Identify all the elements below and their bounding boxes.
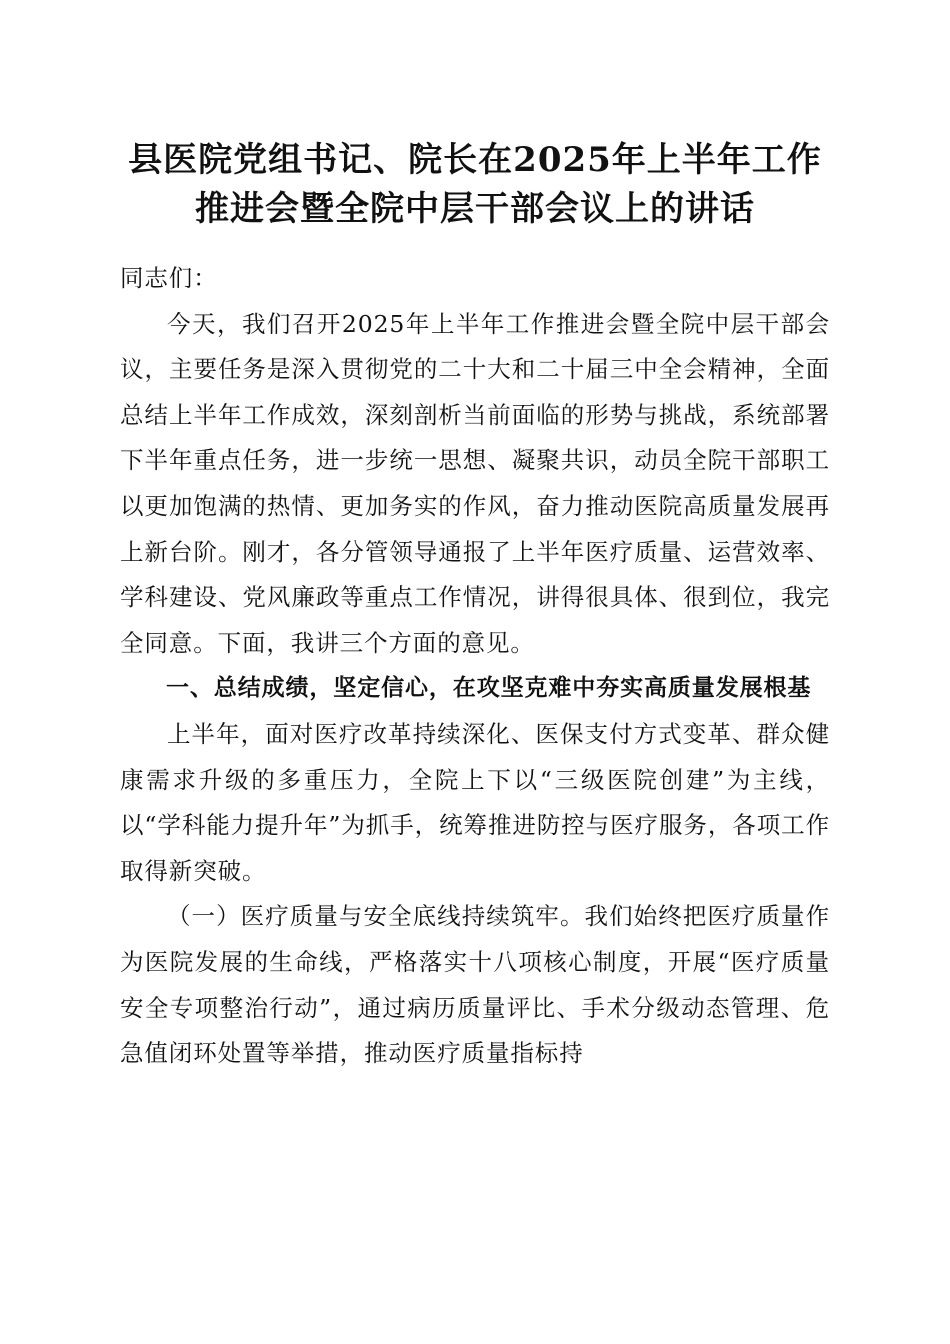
document-body <box>120 256 830 1077</box>
paragraph-summary: 上半年，面对医疗改革持续深化、医保支付方式变革、群众健康需求升级的多重压力，全院上下以“三级医院创建”为主线，以“学科能力提升年”为抓手，统筹推进防控与医疗服务，各项工作取得新突破。 <box>120 719 830 885</box>
subsection-1-text: 我们始终把医疗质量作为医院发展的生命线，严格落实十八项核心制度，开展“医疗质量安全专项整治行动”，通过病历质量评比、手术分级动态管理、危急值闭环处置等举措，推动医疗质量指标持 <box>120 902 830 1068</box>
salutation: 同志们： <box>120 264 218 292</box>
document-title-line-2: 推进会暨全院中层干部会议上的讲话 <box>195 189 755 229</box>
section-heading-1: 一、总结成绩，坚定信心，在攻坚克难中夯实高质量发展根基 <box>166 675 812 702</box>
document-title-line-1: 县医院党组书记、院长在2025年上半年工作 <box>128 140 822 180</box>
paragraph-intro: 今天，我们召开2025年上半年工作推进会暨全院中层干部会议，主要任务是深入贯彻党的二十大和二十届三中全会精神，全面总结上半年工作成效，深刻剖析当前面临的形势与挑战，系统部署下半年重点任务，进一步统一思想、凝聚共识，动员全院干部职工以更加饱满的热情、更加务实的作风，奋力推动医院高质量发展再上新台阶。刚才，各分管领导通报了上半年医疗质量、运营效率、学科建设、党风廉政等重点工作情况，讲得很具体、很到位，我完全同意。下面，我讲三个方面的意见。 <box>120 309 830 657</box>
paragraph-subsection-1 <box>120 894 830 1076</box>
subsection-1-lead: （一）医疗质量与安全底线持续筑牢。 <box>167 902 585 931</box>
